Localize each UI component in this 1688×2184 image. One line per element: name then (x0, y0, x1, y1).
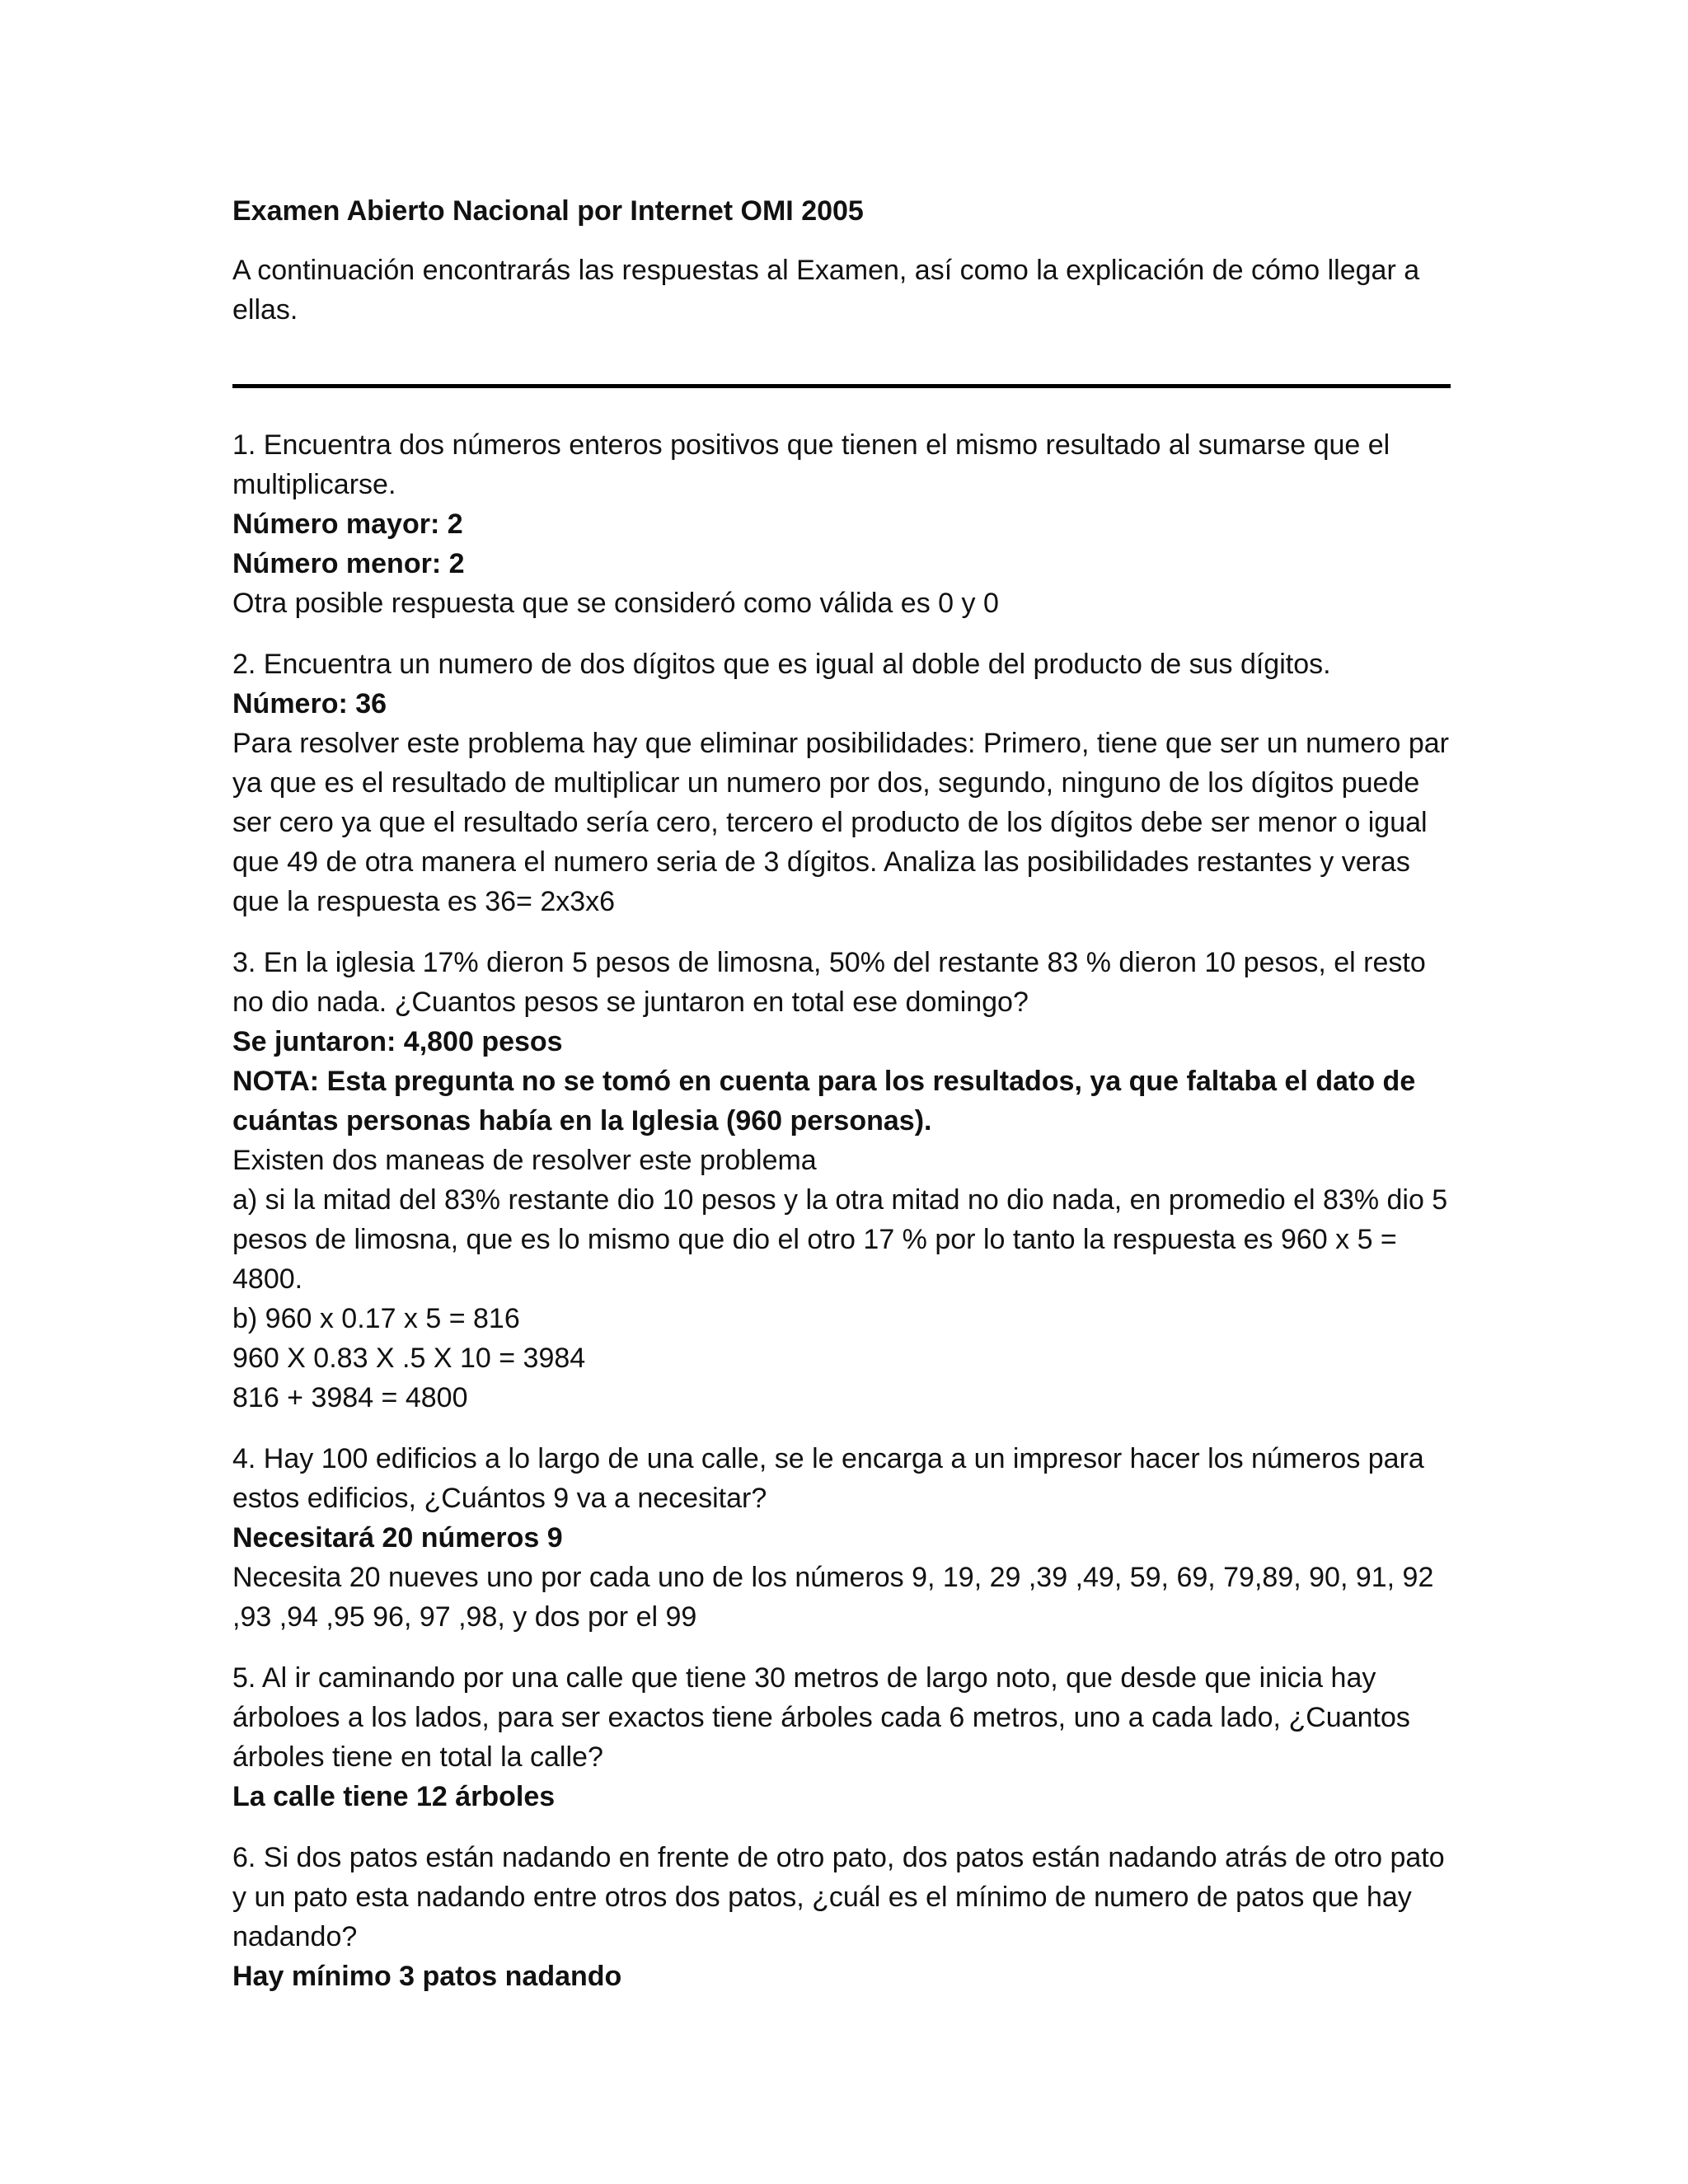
question-5 (232, 1658, 1452, 1816)
question-3-nota: NOTA: Esta pregunta no se tomó en cuenta para los resultados, ya que faltaba el dato de cuántas personas había en la Iglesia (960 personas). (232, 1066, 1416, 1137)
question-3-line-1: Existen dos maneas de resolver este problema (232, 1145, 817, 1176)
question-4-answer: Necesitará 20 números 9 (232, 1522, 563, 1554)
intro-paragraph: A continuación encontrarás las respuestas al Examen, así como la explicación de cómo llegar a ellas. (232, 255, 1420, 326)
question-1 (232, 425, 1452, 623)
question-3 (232, 943, 1452, 1418)
question-5-answer: La calle tiene 12 árboles (232, 1781, 556, 1812)
question-4 (232, 1439, 1452, 1637)
question-3-text: 3. En la iglesia 17% dieron 5 pesos de limosna, 50% del restante 83 % dieron 10 pesos, el resto no dio nada. ¿Cuantos pesos se juntaron en total ese domingo? (232, 947, 1426, 1018)
question-2 (232, 644, 1452, 921)
document-title: Examen Abierto Nacional por Internet OMI 2005 (232, 195, 864, 227)
question-3-line-5: 816 + 3984 = 4800 (232, 1382, 468, 1413)
question-4-explanation: Necesita 20 nueves uno por cada uno de los números 9, 19, 29 ,39 ,49, 59, 69, 79,89, 90, 91, 92 ,93 ,94 ,95 96, 97 ,98, y dos por el 99 (232, 1562, 1434, 1633)
question-1-answer-mayor: Número mayor: 2 (232, 509, 463, 540)
question-3-line-4: 960 X 0.83 X .5 X 10 = 3984 (232, 1343, 586, 1374)
question-6-text: 6. Si dos patos están nadando en frente de otro pato, dos patos están nadando atrás de otro pato y un pato esta nadando entre otros dos patos, ¿cuál es el mínimo de numero de patos que hay nadando? (232, 1842, 1445, 1952)
question-6 (232, 1838, 1452, 1996)
question-2-answer: Número: 36 (232, 688, 387, 719)
question-1-note: Otra posible respuesta que se consideró como válida es 0 y 0 (232, 588, 999, 619)
question-2-explanation: Para resolver este problema hay que eliminar posibilidades: Primero, tiene que ser un numero par ya que es el resultado de multiplicar un numero por dos, segundo, ninguno de los dígitos puede ser cero ya que el resultado sería cero, tercero el producto de los dígitos debe ser menor o igual que 49 de otra manera el numero seria de 3 dígitos. Analiza las posibilidades restantes y veras que la respuesta es 36= 2x3x6 (232, 728, 1449, 917)
question-3-answer: Se juntaron: 4,800 pesos (232, 1026, 563, 1057)
question-3-line-3: b) 960 x 0.17 x 5 = 816 (232, 1303, 520, 1334)
question-2-text: 2. Encuentra un numero de dos dígitos que es igual al doble del producto de sus dígitos. (232, 649, 1331, 680)
question-1-answer-menor: Número menor: 2 (232, 548, 465, 579)
document-page (232, 191, 1452, 1996)
question-4-text: 4. Hay 100 edificios a lo largo de una calle, se le encarga a un impresor hacer los números para estos edificios, ¿Cuántos 9 va a necesitar? (232, 1443, 1424, 1514)
question-6-answer: Hay mínimo 3 patos nadando (232, 1961, 622, 1992)
question-3-line-2: a) si la mitad del 83% restante dio 10 pesos y la otra mitad no dio nada, en promedio el 83% dio 5 pesos de limosna, que es lo mismo que dio el otro 17 % por lo tanto la respuesta es 960 x 5 = 4800. (232, 1184, 1448, 1295)
horizontal-divider (232, 384, 1451, 388)
question-5-text: 5. Al ir caminando por una calle que tiene 30 metros de largo noto, que desde que inicia hay árboloes a los lados, para ser exactos tiene árboles cada 6 metros, uno a cada lado, ¿Cuantos árboles tiene en total la calle? (232, 1662, 1410, 1773)
question-1-text: 1. Encuentra dos números enteros positivos que tienen el mismo resultado al sumarse que el multiplicarse. (232, 429, 1390, 500)
